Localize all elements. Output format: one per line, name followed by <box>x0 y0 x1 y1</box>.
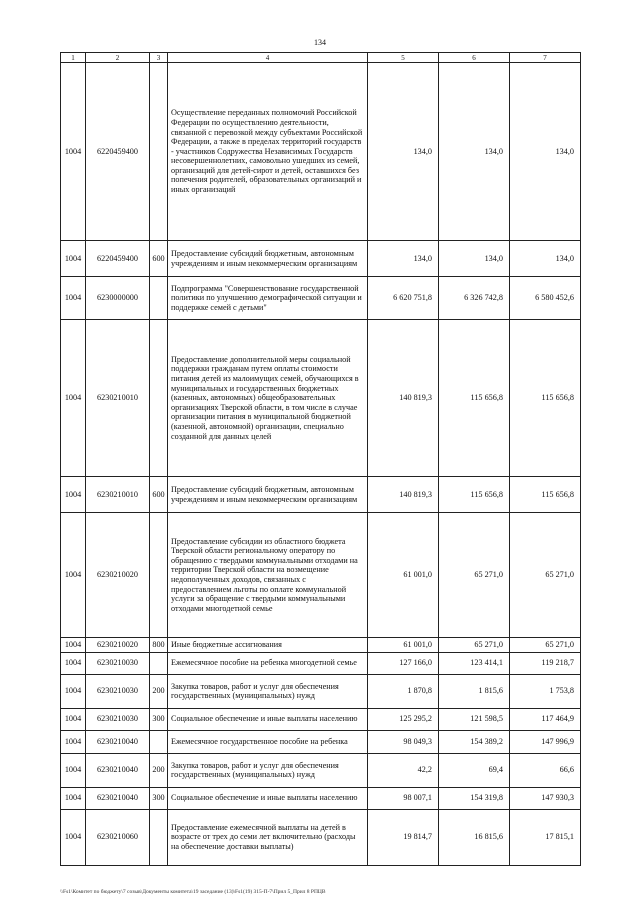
expense-name: Закупка товаров, работ и услуг для обеспечения государственных (муниципальных) нужд <box>168 753 368 787</box>
table-row <box>61 638 581 653</box>
target-article-code: 6230210010 <box>86 477 150 513</box>
target-article-code: 6230210020 <box>86 638 150 653</box>
target-article-code: 6230210040 <box>86 753 150 787</box>
col-header-4: 4 <box>168 53 368 63</box>
amount-col5: 61 001,0 <box>368 638 439 653</box>
amount-col7: 147 930,3 <box>510 787 581 809</box>
expense-type-code: 200 <box>150 674 168 708</box>
target-article-code: 6230210010 <box>86 320 150 477</box>
amount-col7: 65 271,0 <box>510 513 581 638</box>
expense-type-code: 300 <box>150 787 168 809</box>
amount-col6: 16 815,6 <box>439 809 510 865</box>
section-code: 1004 <box>61 277 86 320</box>
table-body <box>61 63 581 866</box>
amount-col5: 125 295,2 <box>368 708 439 730</box>
table-row <box>61 277 581 320</box>
target-article-code: 6230210060 <box>86 809 150 865</box>
target-article-code: 6220459400 <box>86 241 150 277</box>
col-header-5: 5 <box>368 53 439 63</box>
section-code: 1004 <box>61 753 86 787</box>
table-row <box>61 787 581 809</box>
expense-type-code: 800 <box>150 638 168 653</box>
section-code: 1004 <box>61 513 86 638</box>
section-code: 1004 <box>61 708 86 730</box>
col-header-3: 3 <box>150 53 168 63</box>
expense-name: Социальное обеспечение и иные выплаты населению <box>168 708 368 730</box>
table-row <box>61 63 581 241</box>
amount-col7: 66,6 <box>510 753 581 787</box>
section-code: 1004 <box>61 638 86 653</box>
expense-name: Предоставление субсидий бюджетным, автономным учреждениям и иным некоммерческим организациям <box>168 477 368 513</box>
amount-col5: 19 814,7 <box>368 809 439 865</box>
amount-col7: 6 580 452,6 <box>510 277 581 320</box>
amount-col6: 123 414,1 <box>439 652 510 674</box>
amount-col7: 134,0 <box>510 241 581 277</box>
section-code: 1004 <box>61 63 86 241</box>
expense-type-code <box>150 730 168 753</box>
target-article-code: 6230210040 <box>86 730 150 753</box>
expense-type-code <box>150 809 168 865</box>
amount-col6: 1 815,6 <box>439 674 510 708</box>
expense-name: Предоставление субсидий бюджетным, автономным учреждениям и иным некоммерческим организациям <box>168 241 368 277</box>
expense-type-code: 300 <box>150 708 168 730</box>
table-header-row <box>61 53 581 63</box>
section-code: 1004 <box>61 320 86 477</box>
section-code: 1004 <box>61 787 86 809</box>
expense-type-code <box>150 513 168 638</box>
expense-type-code: 600 <box>150 477 168 513</box>
amount-col5: 140 819,3 <box>368 477 439 513</box>
expense-name: Подпрограмма "Совершенствование государственной политики по улучшению демографической ситуации и поддержке семей с детьми" <box>168 277 368 320</box>
file-path-footer: \\Fs1\Комитет по бюджету\7 созыв\Документы комитета\19 заседание (13)\Fs1(19) 315-П-7\Прил 5_Прил 8 РПЦВ <box>60 889 326 895</box>
amount-col7: 117 464,9 <box>510 708 581 730</box>
amount-col6: 154 319,8 <box>439 787 510 809</box>
budget-table <box>60 52 581 866</box>
expense-type-code <box>150 277 168 320</box>
amount-col7: 1 753,8 <box>510 674 581 708</box>
col-header-6: 6 <box>439 53 510 63</box>
amount-col6: 134,0 <box>439 241 510 277</box>
expense-type-code <box>150 63 168 241</box>
table-row <box>61 674 581 708</box>
expense-name: Иные бюджетные ассигнования <box>168 638 368 653</box>
amount-col7: 65 271,0 <box>510 638 581 653</box>
expense-name: Закупка товаров, работ и услуг для обеспечения государственных (муниципальных) нужд <box>168 674 368 708</box>
section-code: 1004 <box>61 730 86 753</box>
amount-col5: 134,0 <box>368 63 439 241</box>
amount-col6: 65 271,0 <box>439 513 510 638</box>
page-number: 134 <box>314 38 326 47</box>
amount-col5: 61 001,0 <box>368 513 439 638</box>
amount-col7: 115 656,8 <box>510 320 581 477</box>
col-header-7: 7 <box>510 53 581 63</box>
amount-col5: 98 049,3 <box>368 730 439 753</box>
amount-col5: 127 166,0 <box>368 652 439 674</box>
amount-col5: 42,2 <box>368 753 439 787</box>
table-row <box>61 513 581 638</box>
target-article-code: 6220459400 <box>86 63 150 241</box>
target-article-code: 6230210030 <box>86 674 150 708</box>
amount-col7: 119 218,7 <box>510 652 581 674</box>
target-article-code: 6230210030 <box>86 652 150 674</box>
target-article-code: 6230210020 <box>86 513 150 638</box>
amount-col6: 69,4 <box>439 753 510 787</box>
amount-col7: 17 815,1 <box>510 809 581 865</box>
table-row <box>61 708 581 730</box>
table-row <box>61 730 581 753</box>
expense-type-code <box>150 652 168 674</box>
section-code: 1004 <box>61 241 86 277</box>
amount-col7: 134,0 <box>510 63 581 241</box>
expense-name: Социальное обеспечение и иные выплаты населению <box>168 787 368 809</box>
expense-name: Предоставление ежемесячной выплаты на детей в возрасте от трех до семи лет включительно (расходы на обеспечение доставки выплаты) <box>168 809 368 865</box>
expense-type-code <box>150 320 168 477</box>
table-row <box>61 809 581 865</box>
expense-name: Ежемесячное пособие на ребенка многодетной семье <box>168 652 368 674</box>
amount-col6: 115 656,8 <box>439 320 510 477</box>
col-header-2: 2 <box>86 53 150 63</box>
col-header-1: 1 <box>61 53 86 63</box>
amount-col6: 115 656,8 <box>439 477 510 513</box>
amount-col5: 140 819,3 <box>368 320 439 477</box>
table-row <box>61 241 581 277</box>
amount-col6: 134,0 <box>439 63 510 241</box>
amount-col5: 98 007,1 <box>368 787 439 809</box>
table-row <box>61 753 581 787</box>
amount-col6: 154 389,2 <box>439 730 510 753</box>
expense-name: Осуществление переданных полномочий Российской Федерации по осуществлению деятельности, связанной с перевозкой между субъектами Российской Федерации, а также в пределах территорий государств - участников Содружества Независимых Государств несовершеннолетних, самовольно ушедших из семей, организаций для детей-сирот и детей, оставшихся без попечения родителей, образовательных организаций и иных организаций <box>168 63 368 241</box>
table-row <box>61 652 581 674</box>
amount-col7: 147 996,9 <box>510 730 581 753</box>
target-article-code: 6230210040 <box>86 787 150 809</box>
section-code: 1004 <box>61 652 86 674</box>
amount-col7: 115 656,8 <box>510 477 581 513</box>
expense-type-code: 200 <box>150 753 168 787</box>
amount-col5: 1 870,8 <box>368 674 439 708</box>
amount-col6: 65 271,0 <box>439 638 510 653</box>
amount-col6: 6 326 742,8 <box>439 277 510 320</box>
amount-col6: 121 598,5 <box>439 708 510 730</box>
table-row <box>61 477 581 513</box>
expense-name: Ежемесячное государственное пособие на ребенка <box>168 730 368 753</box>
section-code: 1004 <box>61 809 86 865</box>
expense-type-code: 600 <box>150 241 168 277</box>
expense-name: Предоставление дополнительной меры социальной поддержки гражданам путем оплаты стоимости питания детей из малоимущих семей, обучающихся в муниципальных и государственных бюджетных (казенных, автономных) общеобразовательных организациях Тверской области, в том числе в случае организации питания в муниципальной бюджетной (казенной, автономной) организации, специально созданной для данных целей <box>168 320 368 477</box>
target-article-code: 6230000000 <box>86 277 150 320</box>
amount-col5: 6 620 751,8 <box>368 277 439 320</box>
expense-name: Предоставление субсидии из областного бюджета Тверской области региональному оператору по обращению с твердыми коммунальными отходами на территории Тверской области на возмещение недополученных доходов, связанных с предоставлением льготы по оплате коммунальной услуги за обращение с твердыми коммунальными отходами многодетной семье <box>168 513 368 638</box>
section-code: 1004 <box>61 477 86 513</box>
target-article-code: 6230210030 <box>86 708 150 730</box>
table-row <box>61 320 581 477</box>
amount-col5: 134,0 <box>368 241 439 277</box>
section-code: 1004 <box>61 674 86 708</box>
